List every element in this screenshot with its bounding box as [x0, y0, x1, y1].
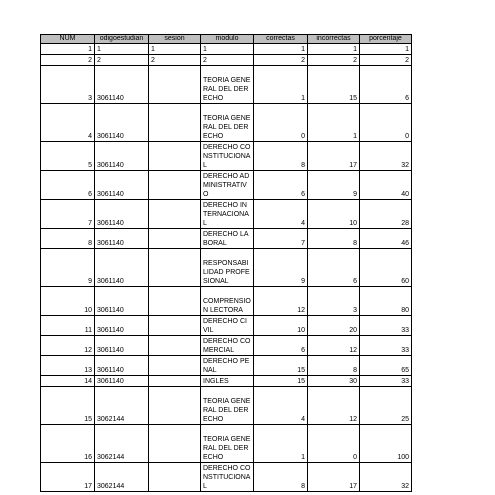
- cell-modulo[interactable]: DERECHO PENAL: [201, 356, 254, 376]
- cell-modulo[interactable]: DERECHO ADMINISTRATIVO: [201, 171, 254, 200]
- table-row: [41, 142, 412, 171]
- cell-correctas[interactable]: 15: [254, 376, 308, 387]
- cell-modulo[interactable]: 1: [201, 44, 254, 55]
- spreadsheet: [40, 34, 412, 492]
- cell-correctas[interactable]: 8: [254, 463, 308, 492]
- cell-correctas[interactable]: 4: [254, 200, 308, 229]
- cell-modulo[interactable]: DERECHO CIVIL: [201, 316, 254, 336]
- cell-sesion[interactable]: [149, 249, 201, 287]
- cell-sesion[interactable]: 2: [149, 55, 201, 66]
- cell-porcentaje[interactable]: 6: [360, 66, 412, 104]
- cell-modulo[interactable]: RESPONSABILIDAD PROFESIONAL: [201, 249, 254, 287]
- cell-sesion[interactable]: [149, 425, 201, 463]
- cell-correctas[interactable]: 6: [254, 336, 308, 356]
- cell-porcentaje[interactable]: 80: [360, 287, 412, 316]
- cell-correctas[interactable]: 0: [254, 104, 308, 142]
- cell-modulo[interactable]: COMPRENSION LECTORA: [201, 287, 254, 316]
- cell-sesion[interactable]: 1: [149, 44, 201, 55]
- cell-codigo[interactable]: 3061140: [95, 356, 149, 376]
- cell-modulo[interactable]: DERECHO LABORAL: [201, 229, 254, 249]
- cell-num[interactable]: 13: [41, 356, 95, 376]
- cell-num[interactable]: 15: [41, 387, 95, 425]
- cell-incorrectas[interactable]: 1: [308, 104, 360, 142]
- cell-modulo[interactable]: INGLES: [201, 376, 254, 387]
- cell-num[interactable]: 11: [41, 316, 95, 336]
- cell-porcentaje[interactable]: 2: [360, 55, 412, 66]
- table-row: [41, 356, 412, 376]
- header-codigo[interactable]: odigoestudian: [95, 35, 149, 44]
- cell-sesion[interactable]: [149, 316, 201, 336]
- header-num[interactable]: NUM: [41, 35, 95, 44]
- table-row: [41, 229, 412, 249]
- cell-incorrectas[interactable]: 17: [308, 463, 360, 492]
- header-porcentaje[interactable]: porcentaje: [360, 35, 412, 44]
- table-row: [41, 104, 412, 142]
- cell-codigo[interactable]: 3061140: [95, 336, 149, 356]
- cell-correctas[interactable]: 15: [254, 356, 308, 376]
- cell-porcentaje[interactable]: 25: [360, 387, 412, 425]
- results-table: [40, 34, 412, 492]
- table-row: [41, 425, 412, 463]
- cell-incorrectas[interactable]: 9: [308, 171, 360, 200]
- cell-modulo[interactable]: TEORIA GENERAL DEL DERECHO: [201, 387, 254, 425]
- cell-modulo[interactable]: DERECHO CONSTITUCIONAL: [201, 463, 254, 492]
- cell-incorrectas[interactable]: 8: [308, 229, 360, 249]
- cell-modulo[interactable]: TEORIA GENERAL DEL DERECHO: [201, 425, 254, 463]
- header-sesion[interactable]: sesion: [149, 35, 201, 44]
- table-row: [41, 200, 412, 229]
- cell-incorrectas[interactable]: 1: [308, 44, 360, 55]
- cell-incorrectas[interactable]: 2: [308, 55, 360, 66]
- cell-incorrectas[interactable]: 20: [308, 316, 360, 336]
- cell-incorrectas[interactable]: 8: [308, 356, 360, 376]
- cell-sesion[interactable]: [149, 336, 201, 356]
- table-row: [41, 55, 412, 66]
- cell-modulo[interactable]: DERECHO CONSTITUCIONAL: [201, 142, 254, 171]
- cell-porcentaje[interactable]: 60: [360, 249, 412, 287]
- cell-sesion[interactable]: [149, 387, 201, 425]
- cell-codigo[interactable]: 1: [95, 44, 149, 55]
- cell-codigo[interactable]: 3061140: [95, 249, 149, 287]
- cell-sesion[interactable]: [149, 229, 201, 249]
- cell-correctas[interactable]: 8: [254, 142, 308, 171]
- cell-porcentaje[interactable]: 33: [360, 316, 412, 336]
- cell-porcentaje[interactable]: 100: [360, 425, 412, 463]
- cell-codigo[interactable]: 3061140: [95, 287, 149, 316]
- cell-incorrectas[interactable]: 0: [308, 425, 360, 463]
- cell-incorrectas[interactable]: 3: [308, 287, 360, 316]
- cell-sesion[interactable]: [149, 142, 201, 171]
- cell-modulo[interactable]: 2: [201, 55, 254, 66]
- header-correctas[interactable]: correctas: [254, 35, 308, 44]
- cell-codigo[interactable]: 3061140: [95, 200, 149, 229]
- cell-incorrectas[interactable]: 15: [308, 66, 360, 104]
- cell-num[interactable]: 5: [41, 142, 95, 171]
- cell-porcentaje[interactable]: 32: [360, 142, 412, 171]
- cell-incorrectas[interactable]: 10: [308, 200, 360, 229]
- header-incorrectas[interactable]: incorrectas: [308, 35, 360, 44]
- cell-codigo[interactable]: 2: [95, 55, 149, 66]
- cell-correctas[interactable]: 9: [254, 249, 308, 287]
- cell-porcentaje[interactable]: 46: [360, 229, 412, 249]
- cell-sesion[interactable]: [149, 200, 201, 229]
- cell-incorrectas[interactable]: 12: [308, 336, 360, 356]
- cell-correctas[interactable]: 7: [254, 229, 308, 249]
- cell-porcentaje[interactable]: 32: [360, 463, 412, 492]
- cell-num[interactable]: 1: [41, 44, 95, 55]
- table-row: [41, 66, 412, 104]
- table-row: [41, 387, 412, 425]
- cell-num[interactable]: 6: [41, 171, 95, 200]
- cell-correctas[interactable]: 2: [254, 55, 308, 66]
- cell-correctas[interactable]: 10: [254, 316, 308, 336]
- table-row: [41, 287, 412, 316]
- cell-num[interactable]: 9: [41, 249, 95, 287]
- cell-num[interactable]: 8: [41, 229, 95, 249]
- cell-modulo[interactable]: DERECHO INTERNACIONAL: [201, 200, 254, 229]
- cell-num[interactable]: 17: [41, 463, 95, 492]
- cell-incorrectas[interactable]: 17: [308, 142, 360, 171]
- cell-porcentaje[interactable]: 28: [360, 200, 412, 229]
- cell-correctas[interactable]: 4: [254, 387, 308, 425]
- table-row: [41, 376, 412, 387]
- cell-correctas[interactable]: 6: [254, 171, 308, 200]
- table-row: [41, 336, 412, 356]
- cell-codigo[interactable]: 3062144: [95, 463, 149, 492]
- table-row: [41, 463, 412, 492]
- cell-correctas[interactable]: 1: [254, 66, 308, 104]
- cell-num[interactable]: 7: [41, 200, 95, 229]
- cell-porcentaje[interactable]: 0: [360, 104, 412, 142]
- header-modulo[interactable]: modulo: [201, 35, 254, 44]
- cell-correctas[interactable]: 12: [254, 287, 308, 316]
- cell-num[interactable]: 14: [41, 376, 95, 387]
- cell-num[interactable]: 16: [41, 425, 95, 463]
- cell-porcentaje[interactable]: 1: [360, 44, 412, 55]
- cell-porcentaje[interactable]: 33: [360, 336, 412, 356]
- cell-incorrectas[interactable]: 6: [308, 249, 360, 287]
- cell-porcentaje[interactable]: 65: [360, 356, 412, 376]
- cell-num[interactable]: 3: [41, 66, 95, 104]
- cell-sesion[interactable]: [149, 376, 201, 387]
- table-row: [41, 249, 412, 287]
- cell-modulo[interactable]: TEORIA GENERAL DEL DERECHO: [201, 66, 254, 104]
- cell-codigo[interactable]: 3061140: [95, 229, 149, 249]
- table-row: [41, 171, 412, 200]
- cell-correctas[interactable]: 1: [254, 425, 308, 463]
- cell-modulo[interactable]: TEORIA GENERAL DEL DERECHO: [201, 104, 254, 142]
- cell-codigo[interactable]: 3061140: [95, 66, 149, 104]
- cell-sesion[interactable]: [149, 104, 201, 142]
- cell-porcentaje[interactable]: 40: [360, 171, 412, 200]
- cell-num[interactable]: 12: [41, 336, 95, 356]
- cell-codigo[interactable]: 3061140: [95, 316, 149, 336]
- cell-sesion[interactable]: [149, 463, 201, 492]
- cell-incorrectas[interactable]: 12: [308, 387, 360, 425]
- cell-porcentaje[interactable]: 33: [360, 376, 412, 387]
- header-row: [41, 35, 412, 44]
- cell-codigo[interactable]: 3062144: [95, 387, 149, 425]
- cell-codigo[interactable]: 3061140: [95, 171, 149, 200]
- cell-num[interactable]: 4: [41, 104, 95, 142]
- cell-num[interactable]: 2: [41, 55, 95, 66]
- table-row: [41, 316, 412, 336]
- cell-modulo[interactable]: DERECHO COMERCIAL: [201, 336, 254, 356]
- cell-correctas[interactable]: 1: [254, 44, 308, 55]
- table-row: [41, 44, 412, 55]
- cell-sesion[interactable]: [149, 171, 201, 200]
- cell-sesion[interactable]: [149, 287, 201, 316]
- cell-incorrectas[interactable]: 30: [308, 376, 360, 387]
- cell-sesion[interactable]: [149, 66, 201, 104]
- cell-codigo[interactable]: 3061140: [95, 376, 149, 387]
- cell-codigo[interactable]: 3061140: [95, 142, 149, 171]
- cell-codigo[interactable]: 3062144: [95, 425, 149, 463]
- table-body: [41, 44, 412, 492]
- cell-sesion[interactable]: [149, 356, 201, 376]
- cell-codigo[interactable]: 3061140: [95, 104, 149, 142]
- cell-num[interactable]: 10: [41, 287, 95, 316]
